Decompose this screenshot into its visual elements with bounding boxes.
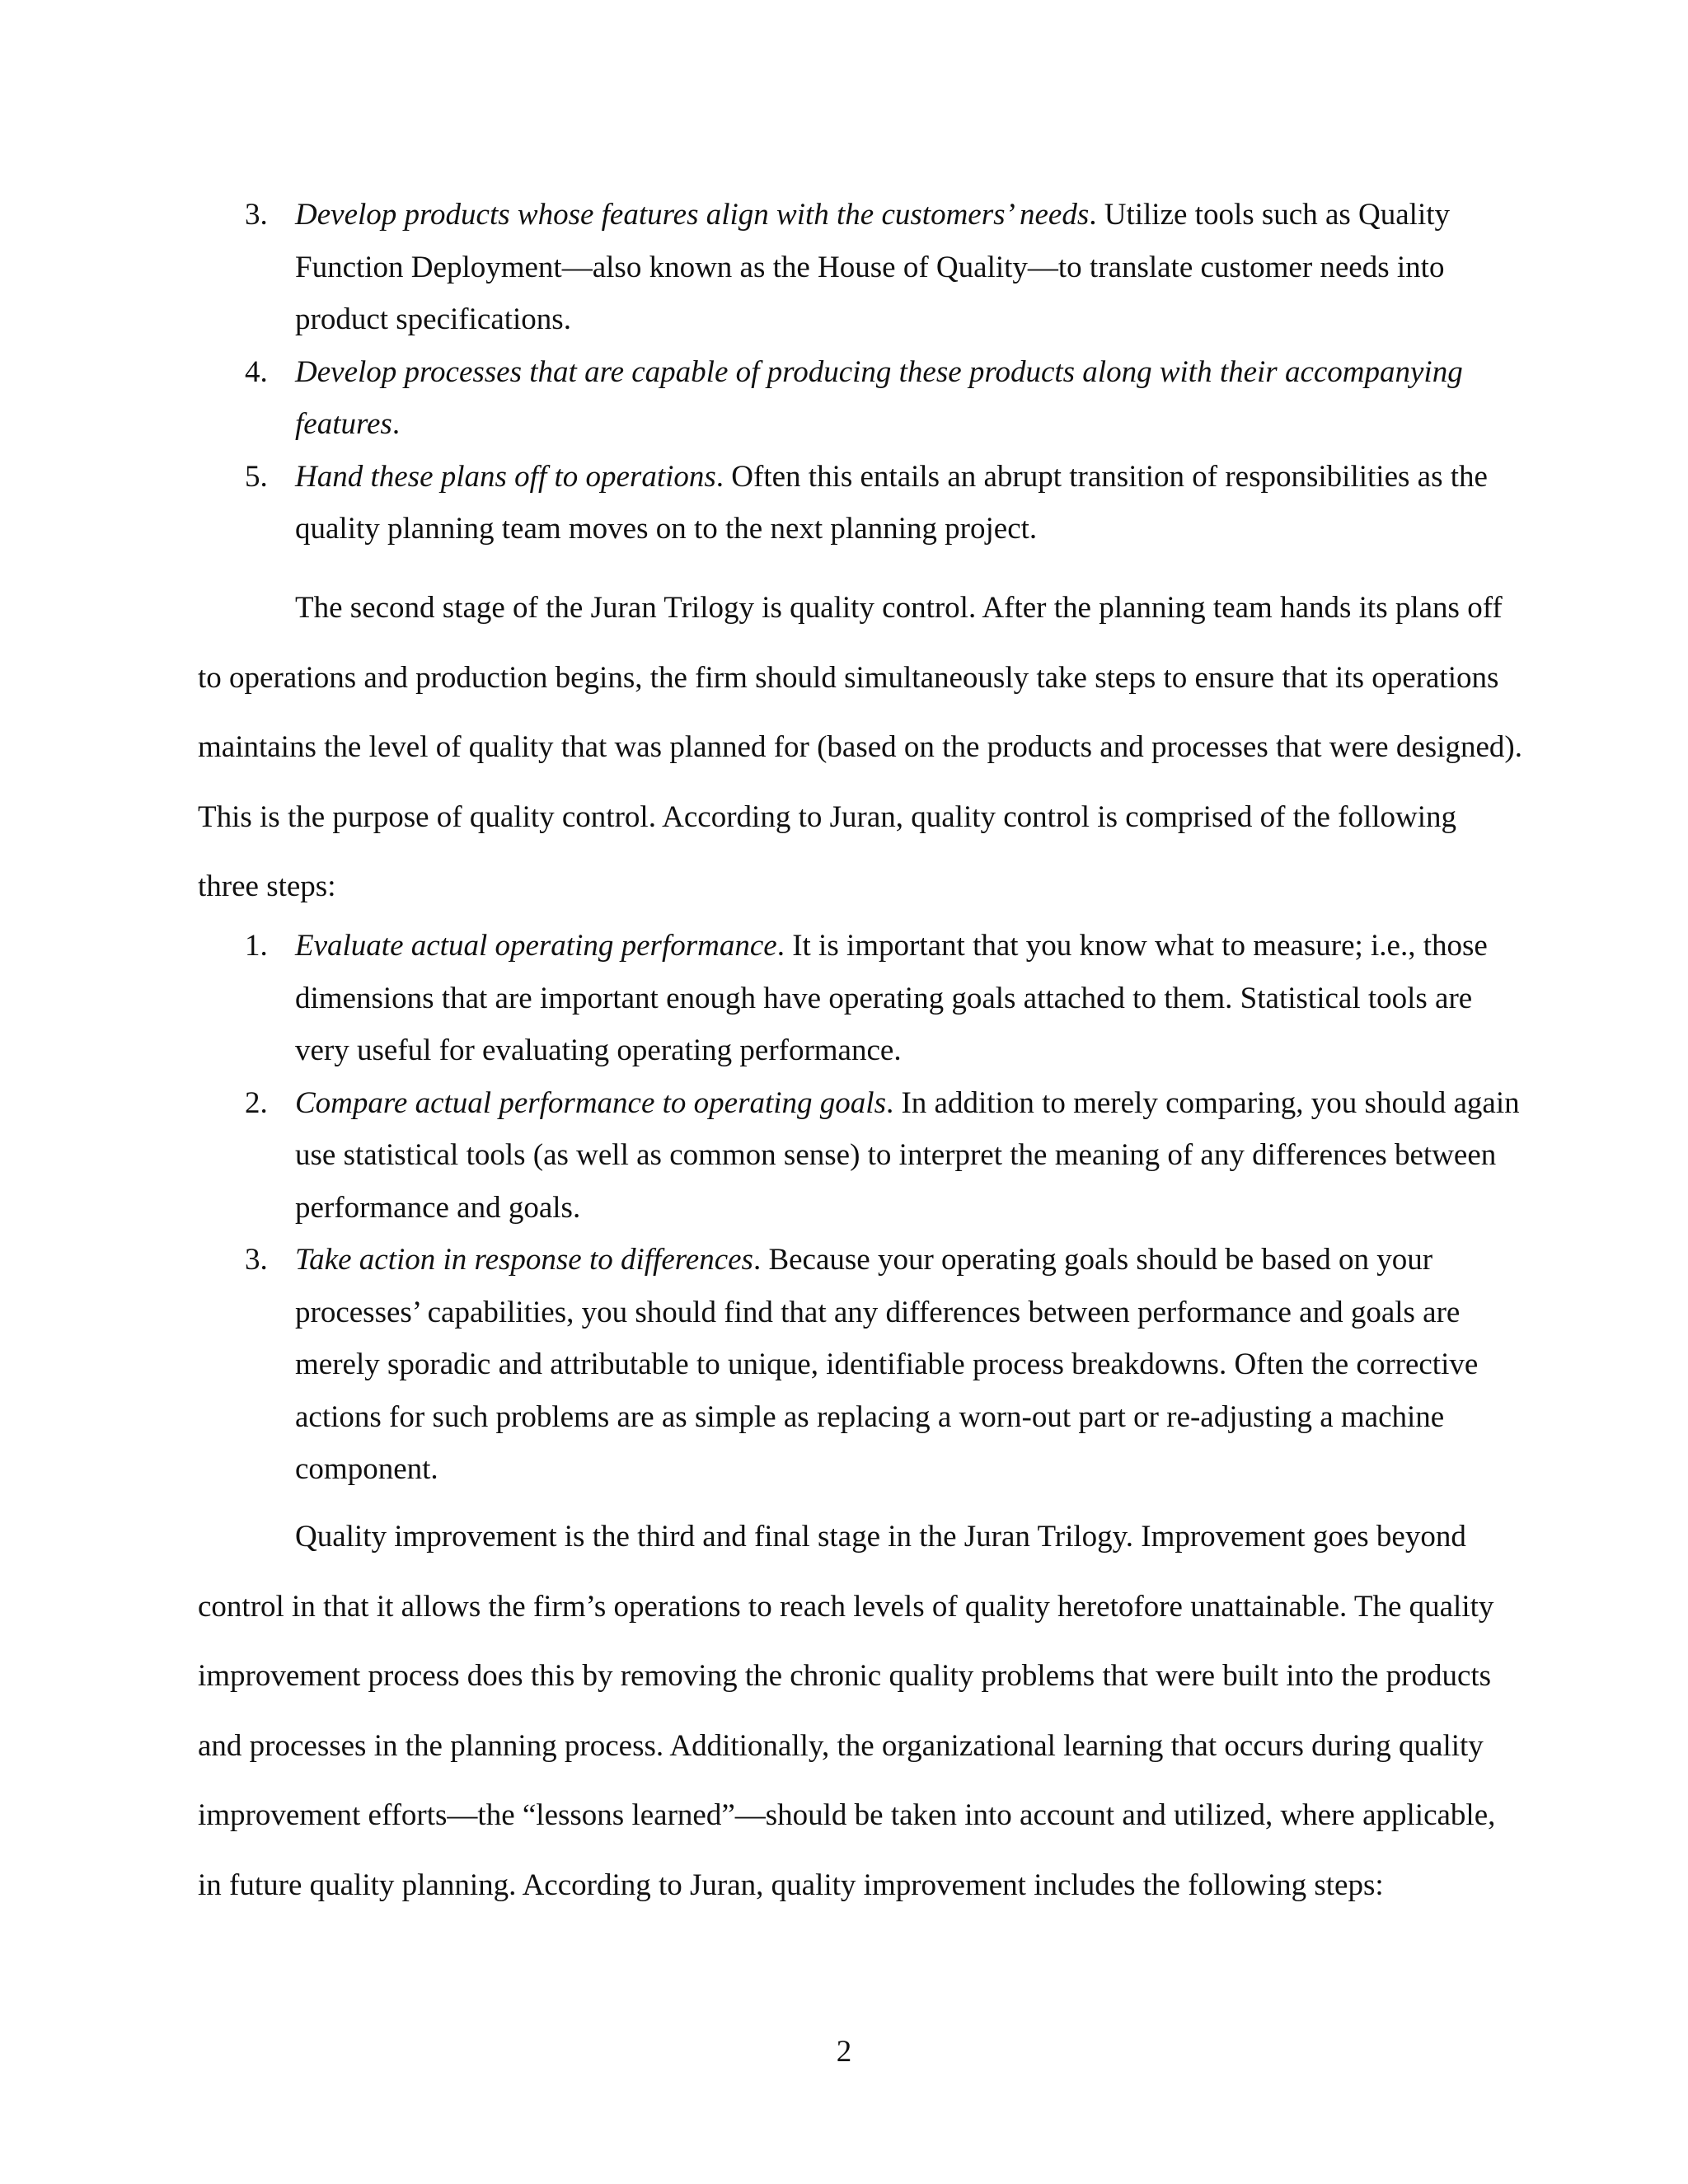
quality-control-paragraph: The second stage of the Juran Trilogy is quality control. After the planning team hands its plans off to operations and production begins, the firm should simultaneously take steps to ensure that its operations maintains the level of quality that was planned for (based on the products and processes that were designed). This is the purpose of quality control. According to Juran, quality control is comprised of the following three steps: xyxy=(198,591,1522,903)
list-item-title: Evaluate actual operating performance xyxy=(295,929,777,963)
list-item-text: . xyxy=(392,407,401,441)
list-item-text: . In addition to merely comparing, you should again use statistical tools (as well as common sense) to interpret the meaning of any differences between performance and goals. xyxy=(295,1085,1520,1225)
list-item xyxy=(198,1077,1525,1235)
list-item-text: . Often this entails an abrupt transition of responsibilities as the quality planning team moves on to the next planning project. xyxy=(295,459,1488,546)
quality-improvement-section xyxy=(198,1502,1525,1920)
list-item xyxy=(198,451,1525,555)
planning-steps-list xyxy=(198,189,1525,555)
list-item-title: Develop products whose features align with the customers’ needs xyxy=(295,198,1090,232)
list-item-title: Hand these plans off to operations xyxy=(295,459,716,494)
page-number: 2 xyxy=(836,2035,852,2069)
list-item-title: Take action in response to differences xyxy=(295,1243,753,1277)
list-item-title: Develop processes that are capable of producing these products along with their accompanying features xyxy=(295,354,1463,441)
list-item-text: . Utilize tools such as Quality Function Deployment—also known as the House of Quality—to translate customer needs into product specifications. xyxy=(295,198,1451,336)
list-item xyxy=(198,920,1525,1077)
list-item-title: Compare actual performance to operating goals xyxy=(295,1085,886,1120)
list-item-number: 1. xyxy=(245,929,268,963)
list-item xyxy=(198,346,1525,451)
list-item-number: 5. xyxy=(245,459,268,494)
list-item-number: 2. xyxy=(245,1085,268,1120)
list-item-text: . It is important that you know what to measure; i.e., those dimensions that are important enough have operating goals attached to them. Statistical tools are very useful for evaluating operating performance. xyxy=(295,929,1488,1067)
quality-control-section xyxy=(198,574,1525,922)
list-item-number: 4. xyxy=(245,354,268,389)
control-steps-list xyxy=(198,920,1525,1496)
list-item-number: 3. xyxy=(245,1243,268,1277)
quality-improvement-paragraph: Quality improvement is the third and final stage in the Juran Trilogy. Improvement goes beyond control in that it allows the firm’s operations to reach levels of quality heretofore unattainable. The quality improvement process does this by removing the chronic quality problems that were built into the products and processes in the planning process. Additionally, the organizational learning that occurs during quality improvement efforts—the “lessons learned”—should be taken into account and utilized, where applicable, in future quality planning. According to Juran, quality improvement includes the following steps: xyxy=(198,1520,1496,1902)
list-item xyxy=(198,1234,1525,1496)
list-item-text: . Because your operating goals should be based on your processes’ capabilities, you should find that any differences between performance and goals are merely sporadic and attributable to unique, identifiable process breakdowns. Often the corrective actions for such problems are as simple as replacing a worn-out part or re-adjusting a machine component. xyxy=(295,1243,1479,1486)
list-item-number: 3. xyxy=(245,198,268,232)
list-item xyxy=(198,189,1525,346)
